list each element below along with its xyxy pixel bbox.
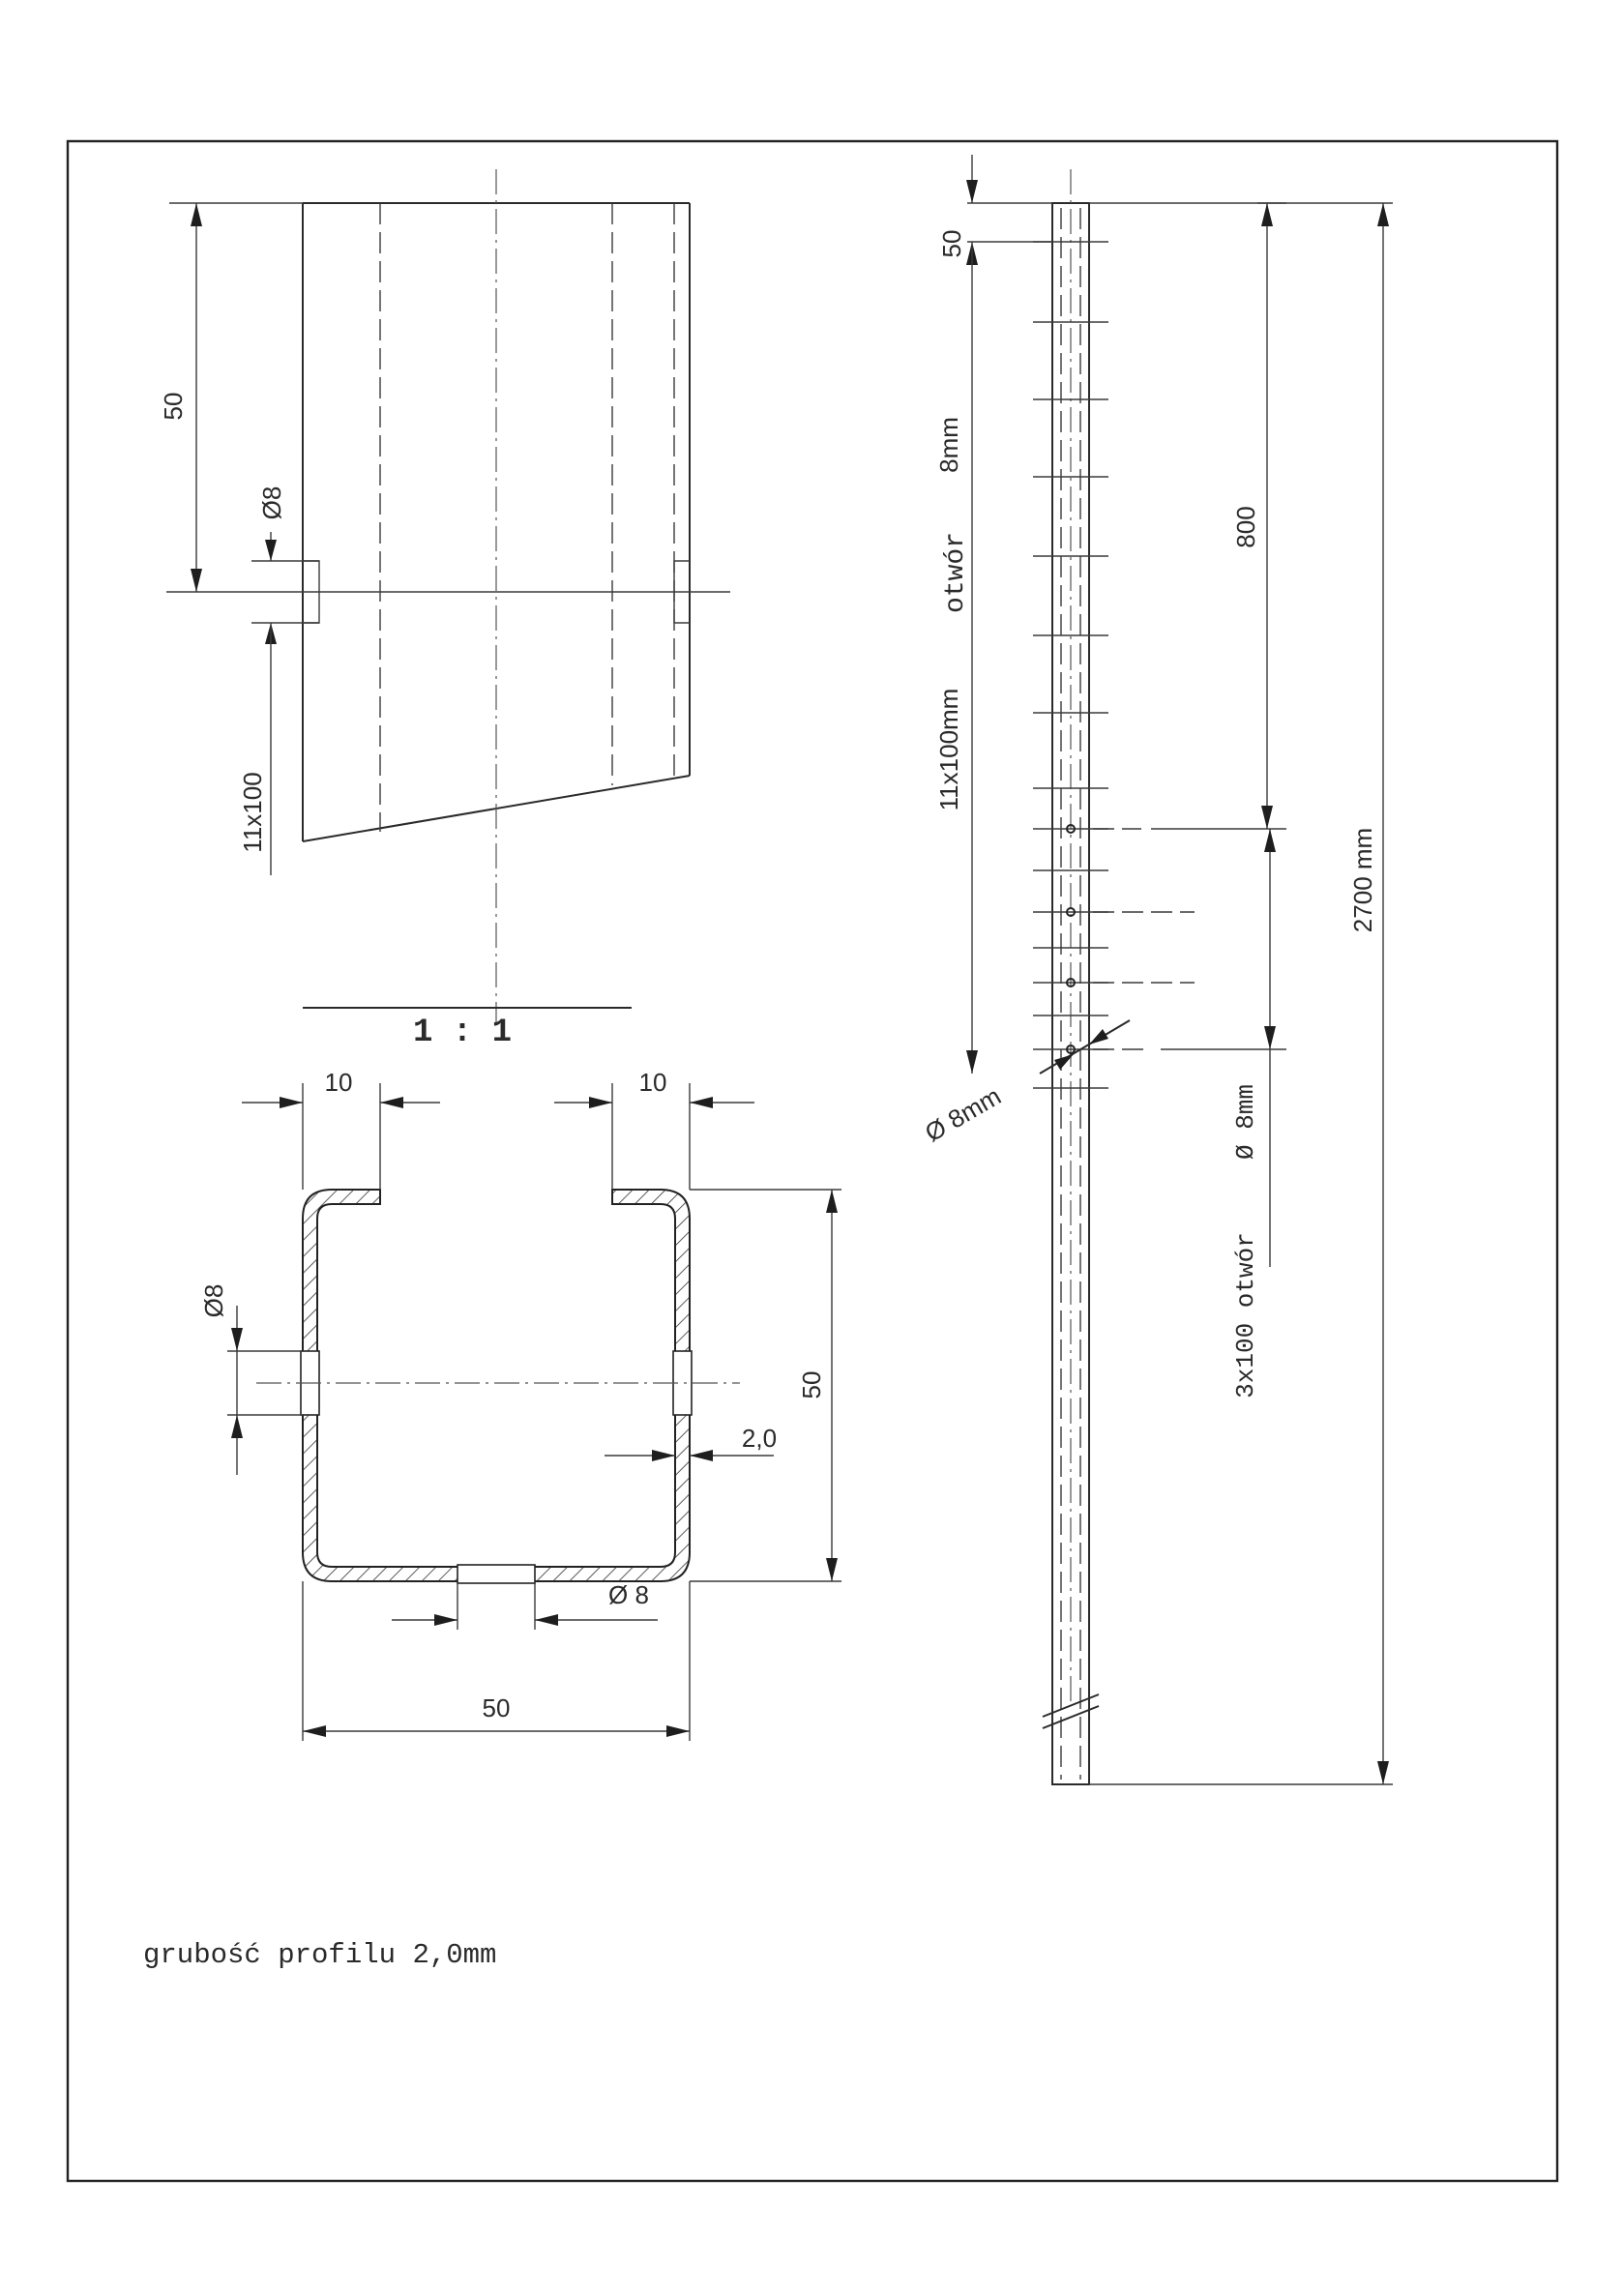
- side-hole-dim: Ø8: [199, 1283, 228, 1318]
- lip-right-dim: 10: [638, 1068, 667, 1097]
- holes-note-c: 8mm: [934, 417, 963, 473]
- dim-800: 800: [1231, 506, 1260, 548]
- hole-callout: Ø 8mm: [920, 1080, 1006, 1148]
- detail-hole-dim: Ø8: [257, 486, 286, 520]
- detail-pitch-dim: 11x100: [238, 772, 267, 853]
- detail-view: [159, 169, 730, 1025]
- sheet-frame: [68, 141, 1557, 2181]
- section-height-dim: 50: [797, 1370, 826, 1399]
- scale-label: 1 : 1: [412, 1015, 513, 1051]
- lip-left-dim: 10: [324, 1068, 353, 1097]
- holes2-note-a: 3x100 otwór: [1231, 1232, 1260, 1398]
- side-view: [920, 155, 1393, 1784]
- holes-note-a: 11x100mm: [934, 688, 963, 811]
- detail-height-dim: 50: [159, 392, 188, 421]
- total-length-dim: 2700 mm: [1348, 827, 1377, 933]
- holes-note-b: otwór: [941, 531, 971, 614]
- c-profile-section: [303, 1190, 690, 1581]
- holes2-note-b: Ø 8mm: [1231, 1083, 1260, 1161]
- section-view: [199, 1068, 841, 1741]
- top-offset-dim: 50: [937, 229, 966, 258]
- thickness-dim: 2,0: [741, 1424, 778, 1453]
- profile-thickness-note: grubość profilu 2,0mm: [143, 1939, 497, 1971]
- bottom-hole-dim: Ø 8: [608, 1580, 649, 1609]
- section-width-dim: 50: [482, 1693, 511, 1722]
